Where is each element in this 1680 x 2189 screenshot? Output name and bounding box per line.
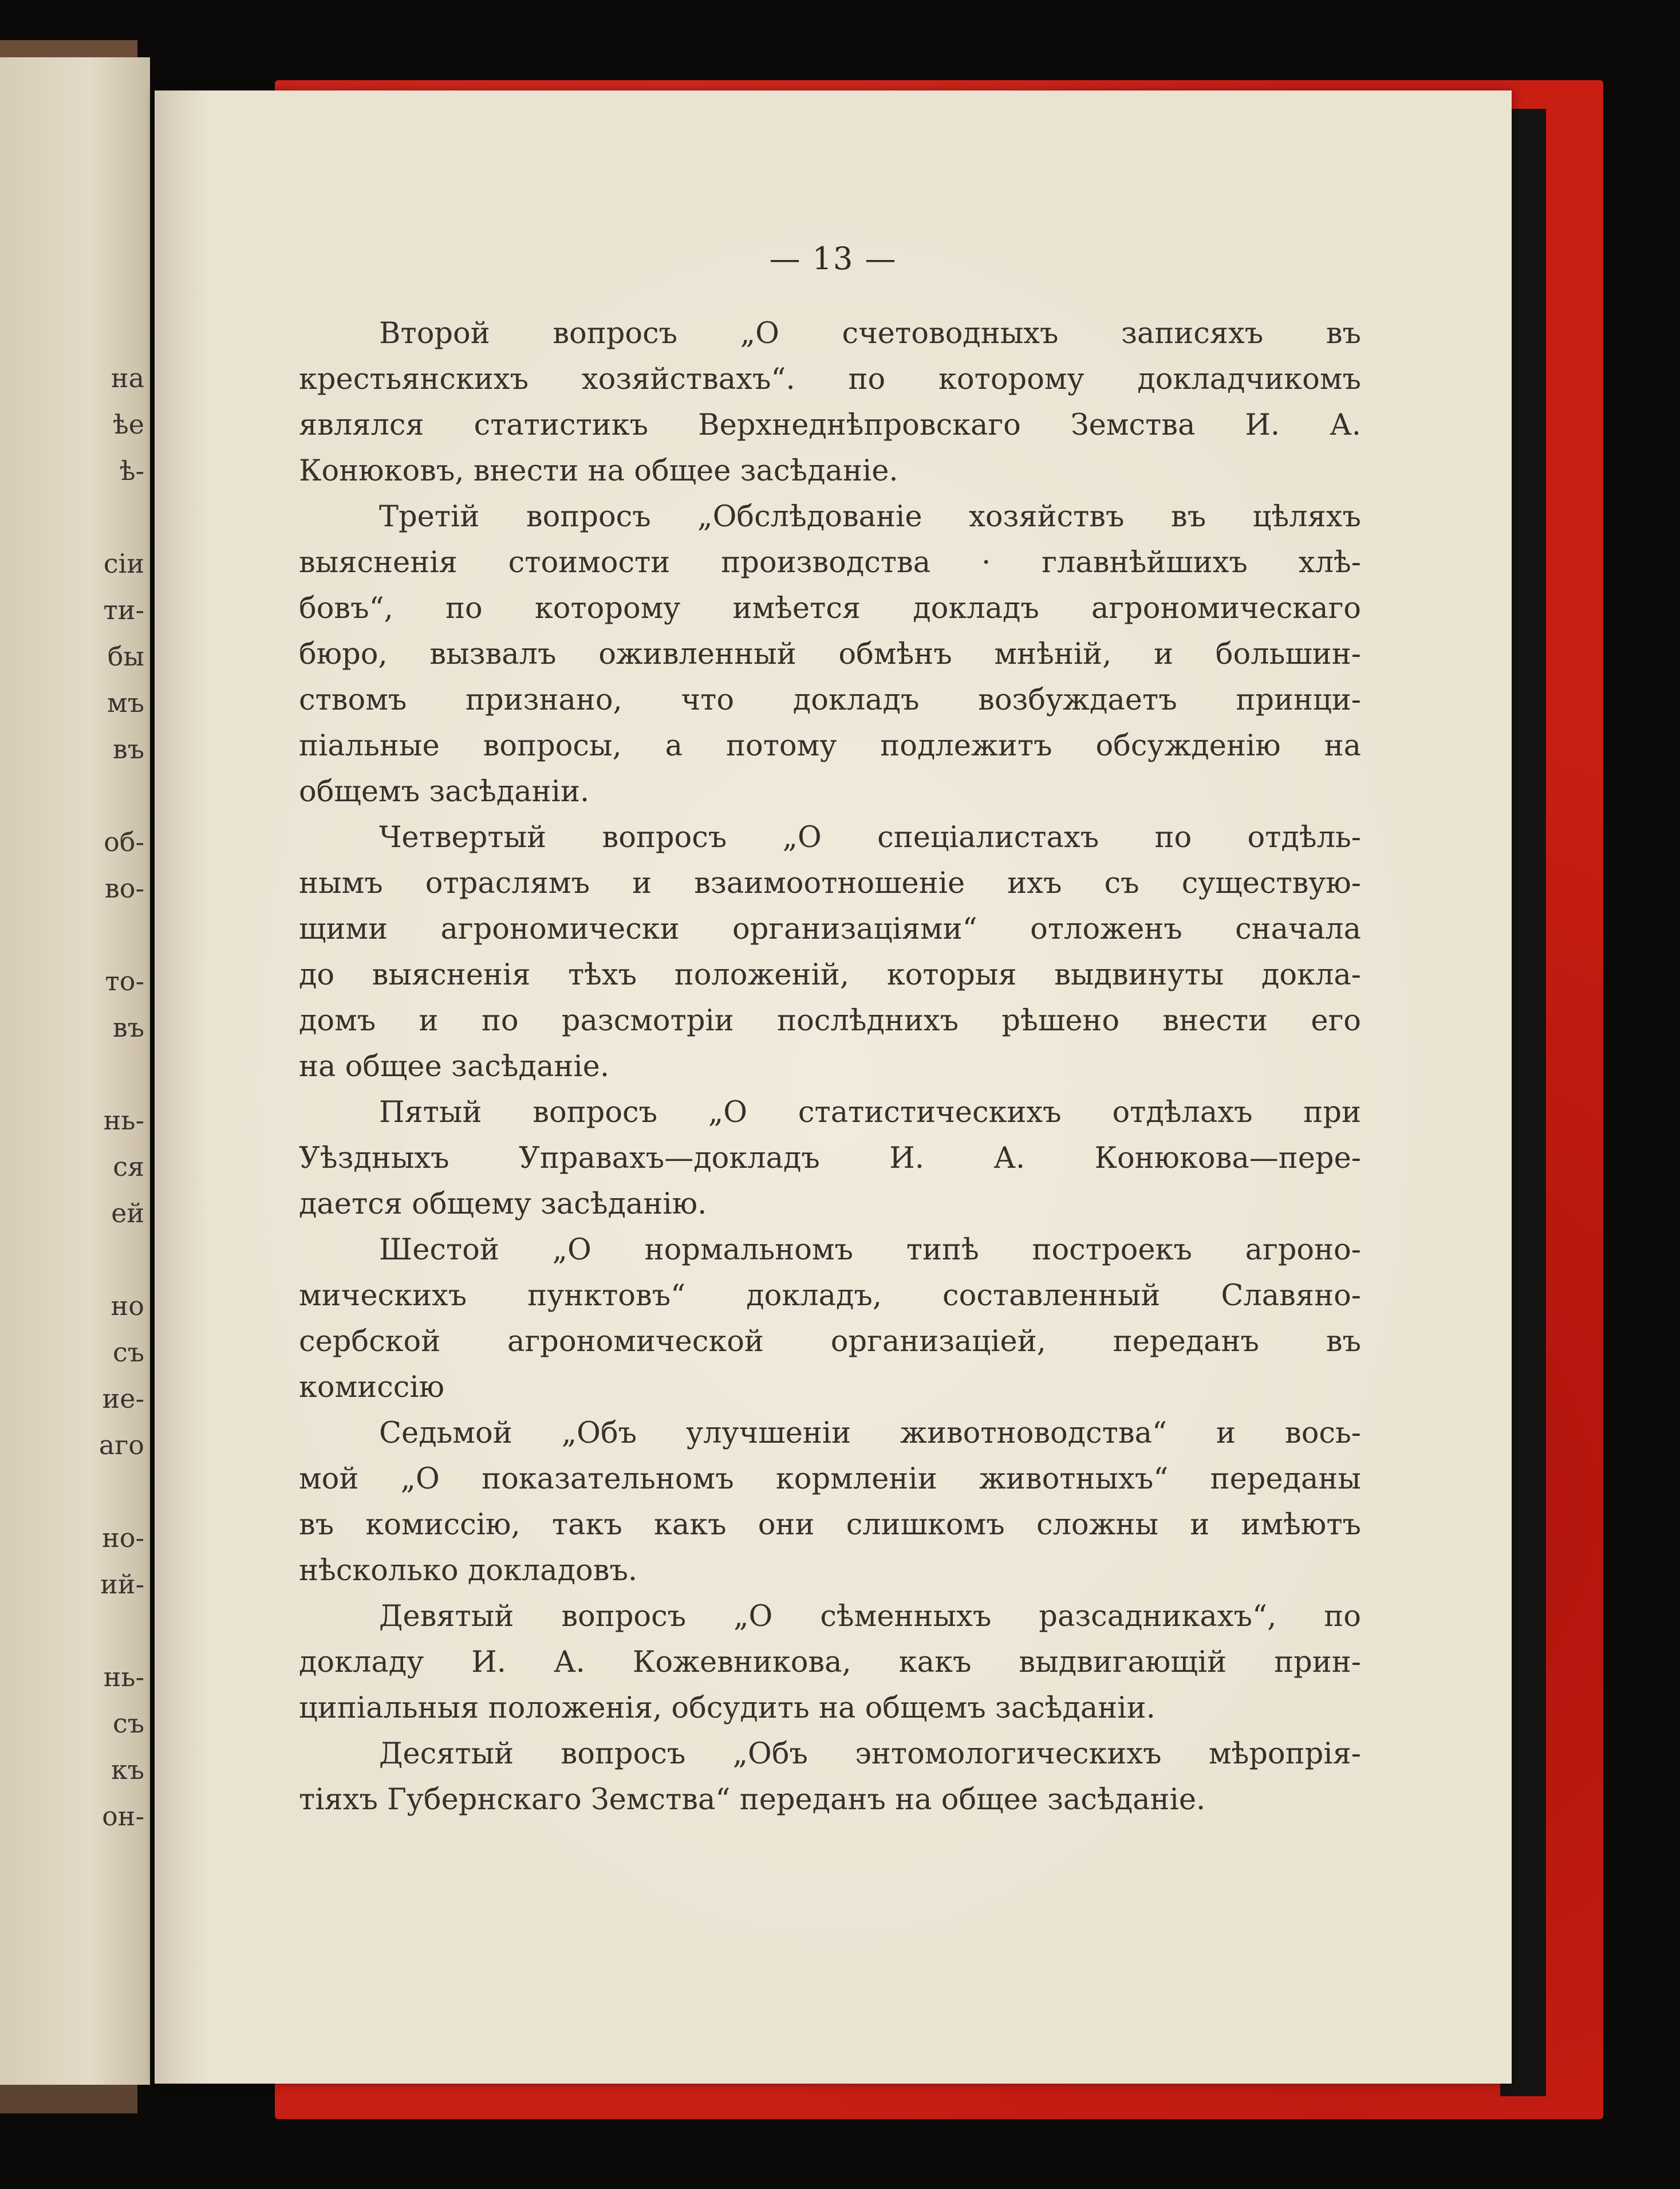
left-page-fragment: ѣе	[113, 409, 144, 440]
text-line: Третій вопросъ „Обслѣдованіе хозяйствъ въ цѣляхъ	[379, 500, 1361, 534]
left-page-text-fragments	[0, 355, 150, 1840]
left-page-fragment: въ	[112, 1012, 144, 1043]
paragraph	[299, 1411, 1361, 1594]
left-page-fragment: нь-	[103, 1105, 144, 1136]
text-line: піальные вопросы, а потому подлежитъ обсужденію на	[299, 729, 1361, 763]
left-page-fragment: на	[111, 363, 144, 393]
text-line: бовъ“, по которому имѣется докладъ агрономическаго	[299, 592, 1361, 625]
left-page-fragment	[23, 494, 144, 541]
left-page-fragment: во-	[104, 873, 144, 904]
text-line: Уѣздныхъ Управахъ—докладъ И. А. Конюкова—пере-	[299, 1141, 1361, 1175]
left-page-fragment: бы	[107, 641, 144, 672]
text-line: выясненія стоимости производства · главнѣйшихъ хлѣ-	[299, 546, 1361, 580]
text-line: докладу И. А. Кожевникова, какъ выдвигающій прин-	[299, 1645, 1361, 1679]
paragraph	[299, 1090, 1361, 1227]
left-page-fragment: съ	[112, 1708, 144, 1739]
text-line: мическихъ пунктовъ“ докладъ, составленный Славяно-	[299, 1279, 1361, 1313]
left-page-fragment: то-	[105, 966, 144, 997]
paragraph	[299, 1594, 1361, 1731]
left-page-fragment: съ	[112, 1337, 144, 1368]
left-page-fragment: мъ	[107, 687, 144, 718]
text-line: Пятый вопросъ „О статистическихъ отдѣлахъ при	[379, 1096, 1361, 1129]
left-page-fragment	[23, 1237, 144, 1283]
text-line: Седьмой „Объ улучшеніи животноводства“ и вось-	[379, 1416, 1361, 1450]
text-line: ствомъ признано, что докладъ возбуждаетъ принци-	[299, 683, 1361, 717]
text-line: нымъ отраслямъ и взаимоотношеніе ихъ съ существую-	[299, 867, 1361, 900]
left-page-fragment: ей	[111, 1198, 144, 1229]
text-line: являлся статистикъ Верхнеднѣпровскаго Земства И. А.	[299, 408, 1361, 442]
left-page-fragment: ти-	[103, 595, 144, 625]
text-line: Четвертый вопросъ „О спеціалистахъ по отдѣль-	[379, 821, 1361, 855]
text-line: Конюковъ, внести на общее засѣданіе.	[299, 454, 898, 488]
left-page-fragment: об-	[104, 826, 144, 857]
page-number: — 13 —	[769, 241, 897, 277]
text-line: общемъ засѣданіи.	[299, 775, 590, 809]
left-page-fragment: но-	[102, 1522, 144, 1553]
paragraph	[299, 1731, 1361, 1823]
left-page-fragment: но	[111, 1290, 144, 1321]
left-page-fragment: аго	[98, 1430, 144, 1460]
text-line: Шестой „О нормальномъ типѣ построекъ агроно-	[379, 1233, 1361, 1267]
text-line: щими агрономически организаціями“ отложенъ сначала	[299, 912, 1361, 946]
left-page-fragment: он-	[102, 1801, 144, 1832]
text-line: домъ и по разсмотріи послѣднихъ рѣшено внести его	[299, 1004, 1361, 1038]
text-line: нѣсколько докладовъ.	[299, 1554, 638, 1588]
text-line: тіяхъ Губернскаго Земства“ переданъ на общее засѣданіе.	[299, 1783, 1206, 1817]
page-body-text	[299, 311, 1361, 1823]
left-page-fragment: ие-	[102, 1383, 144, 1414]
paragraph	[299, 494, 1361, 815]
paragraph	[299, 1227, 1361, 1411]
text-line: въ комиссію, такъ какъ они слишкомъ сложны и имѣютъ	[299, 1508, 1361, 1542]
text-line: на общее засѣданіе.	[299, 1050, 610, 1084]
text-line: крестьянскихъ хозяйствахъ“. по которому докладчикомъ	[299, 363, 1361, 396]
text-line: Второй вопросъ „О счетоводныхъ записяхъ въ	[379, 317, 1361, 351]
text-line: до выясненія тѣхъ положеній, которыя выдвинуты докла-	[299, 958, 1361, 992]
text-line: сербской агрономической организаціей, переданъ въ	[299, 1325, 1361, 1359]
right-page	[155, 90, 1512, 2084]
left-page-fragment: нь-	[103, 1662, 144, 1692]
text-line: Десятый вопросъ „Объ энтомологическихъ мѣропрія-	[379, 1737, 1361, 1771]
text-line: ципіальныя положенія, обсудить на общемъ засѣданіи.	[299, 1691, 1156, 1725]
paragraph	[299, 311, 1361, 494]
text-line: бюро, вызвалъ оживленный обмѣнъ мнѣній, и большин-	[299, 637, 1361, 671]
left-page-fragment: ѣ-	[119, 455, 144, 486]
left-page-fragment	[23, 1608, 144, 1654]
left-page-fragment	[23, 773, 144, 819]
left-page-fragment: къ	[111, 1754, 144, 1785]
text-line: дается общему засѣданію.	[299, 1187, 707, 1221]
text-line: мой „О показательномъ кормленіи животныхъ“ переданы	[299, 1462, 1361, 1496]
left-page	[0, 57, 150, 2085]
left-page-fragment: ий-	[100, 1569, 144, 1600]
left-page-fragment: ся	[113, 1151, 144, 1182]
left-page-fragment	[23, 912, 144, 958]
text-line: Девятый вопросъ „О сѣменныхъ разсадникахъ“, по	[379, 1600, 1361, 1633]
text-line: комиссію	[299, 1371, 445, 1404]
paragraph	[299, 815, 1361, 1090]
left-page-fragment	[23, 1468, 144, 1515]
left-page-fragment: въ	[112, 734, 144, 765]
left-page-fragment	[23, 1051, 144, 1097]
left-page-fragment: сіи	[103, 548, 144, 579]
